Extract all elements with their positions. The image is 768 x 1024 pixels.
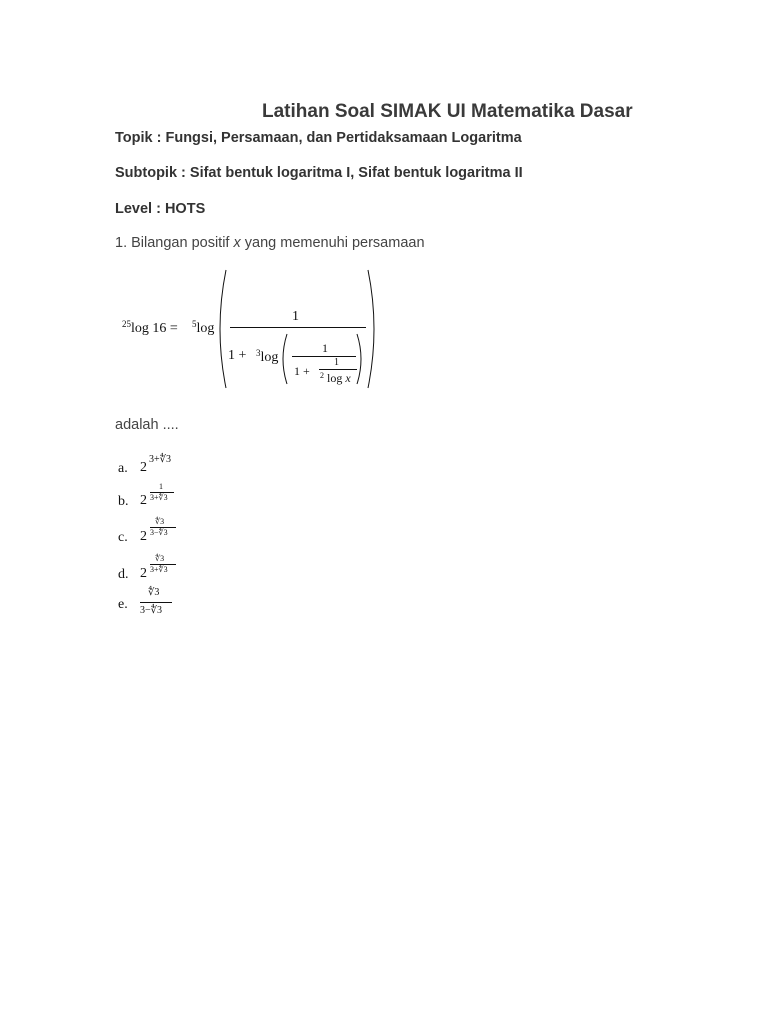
option-letter: b.	[118, 494, 129, 509]
page-title: Latihan Soal SIMAK UI Matematika Dasar	[262, 101, 633, 122]
option-letter: c.	[118, 530, 128, 545]
inner-log-base: 3	[256, 348, 261, 358]
option-c	[118, 518, 318, 548]
option-letter: a.	[118, 461, 128, 476]
option-e	[118, 588, 318, 618]
inner-log	[256, 349, 278, 365]
inner-numerator: 1	[322, 341, 328, 355]
deep-fraction-bar	[319, 369, 357, 370]
option-exponent: 3+∜3	[149, 454, 172, 465]
topic-line: Topik : Fungsi, Persamaan, dan Pertidaksamaan Logaritma	[115, 130, 522, 146]
equation-rhs-log	[192, 320, 214, 336]
option-exp-denominator: 3−∜3	[150, 528, 168, 537]
level-line: Level : HOTS	[115, 201, 206, 217]
question-text	[115, 235, 425, 251]
option-exp-denominator: 3+∜3	[150, 493, 168, 502]
inner-log-text: log	[260, 350, 279, 365]
option-base: 2	[140, 493, 147, 508]
deep-log-text: log	[327, 371, 343, 385]
inner-prefix: 1 +	[228, 348, 247, 363]
deep-log-variable: x	[345, 371, 351, 385]
option-exp-numerator: ∜3	[155, 554, 165, 563]
lhs-log: log 16 =	[131, 321, 178, 336]
option-letter: e.	[118, 597, 128, 612]
outer-numerator: 1	[292, 309, 299, 324]
deep-log	[320, 372, 351, 384]
deep-log-base: 2	[320, 371, 324, 380]
deep-prefix: 1 +	[294, 364, 310, 378]
lhs-log-base: 25	[122, 319, 131, 329]
option-base: 2	[140, 566, 147, 581]
deep-numerator: 1	[334, 357, 339, 368]
question-closing: adalah ....	[115, 417, 179, 433]
question-variable: x	[233, 235, 241, 251]
inner-fraction-bar	[292, 356, 356, 357]
rhs-log: log	[196, 321, 215, 336]
option-denominator: 3−∜3	[140, 605, 163, 616]
option-base: 2	[140, 529, 147, 544]
equation-lhs	[122, 320, 178, 336]
option-a	[118, 452, 318, 482]
option-numerator: ∜3	[148, 587, 160, 598]
option-fraction-bar	[140, 602, 172, 603]
option-letter: d.	[118, 567, 129, 582]
option-exp-numerator: 1	[159, 482, 163, 491]
outer-fraction-bar	[230, 327, 366, 328]
option-base: 2	[140, 460, 147, 475]
option-b	[118, 483, 318, 513]
option-exp-denominator: 3+∜3	[150, 565, 168, 574]
option-exp-numerator: ∜3	[155, 517, 165, 526]
rhs-log-base: 5	[192, 319, 197, 329]
option-d	[118, 555, 318, 585]
subtopic-line: Subtopik : Sifat bentuk logaritma I, Sifat bentuk logaritma II	[115, 165, 523, 181]
logarithm-equation	[122, 268, 382, 390]
question-suffix: yang memenuhi persamaan	[240, 235, 425, 251]
question-prefix: 1. Bilangan positif	[115, 235, 234, 251]
